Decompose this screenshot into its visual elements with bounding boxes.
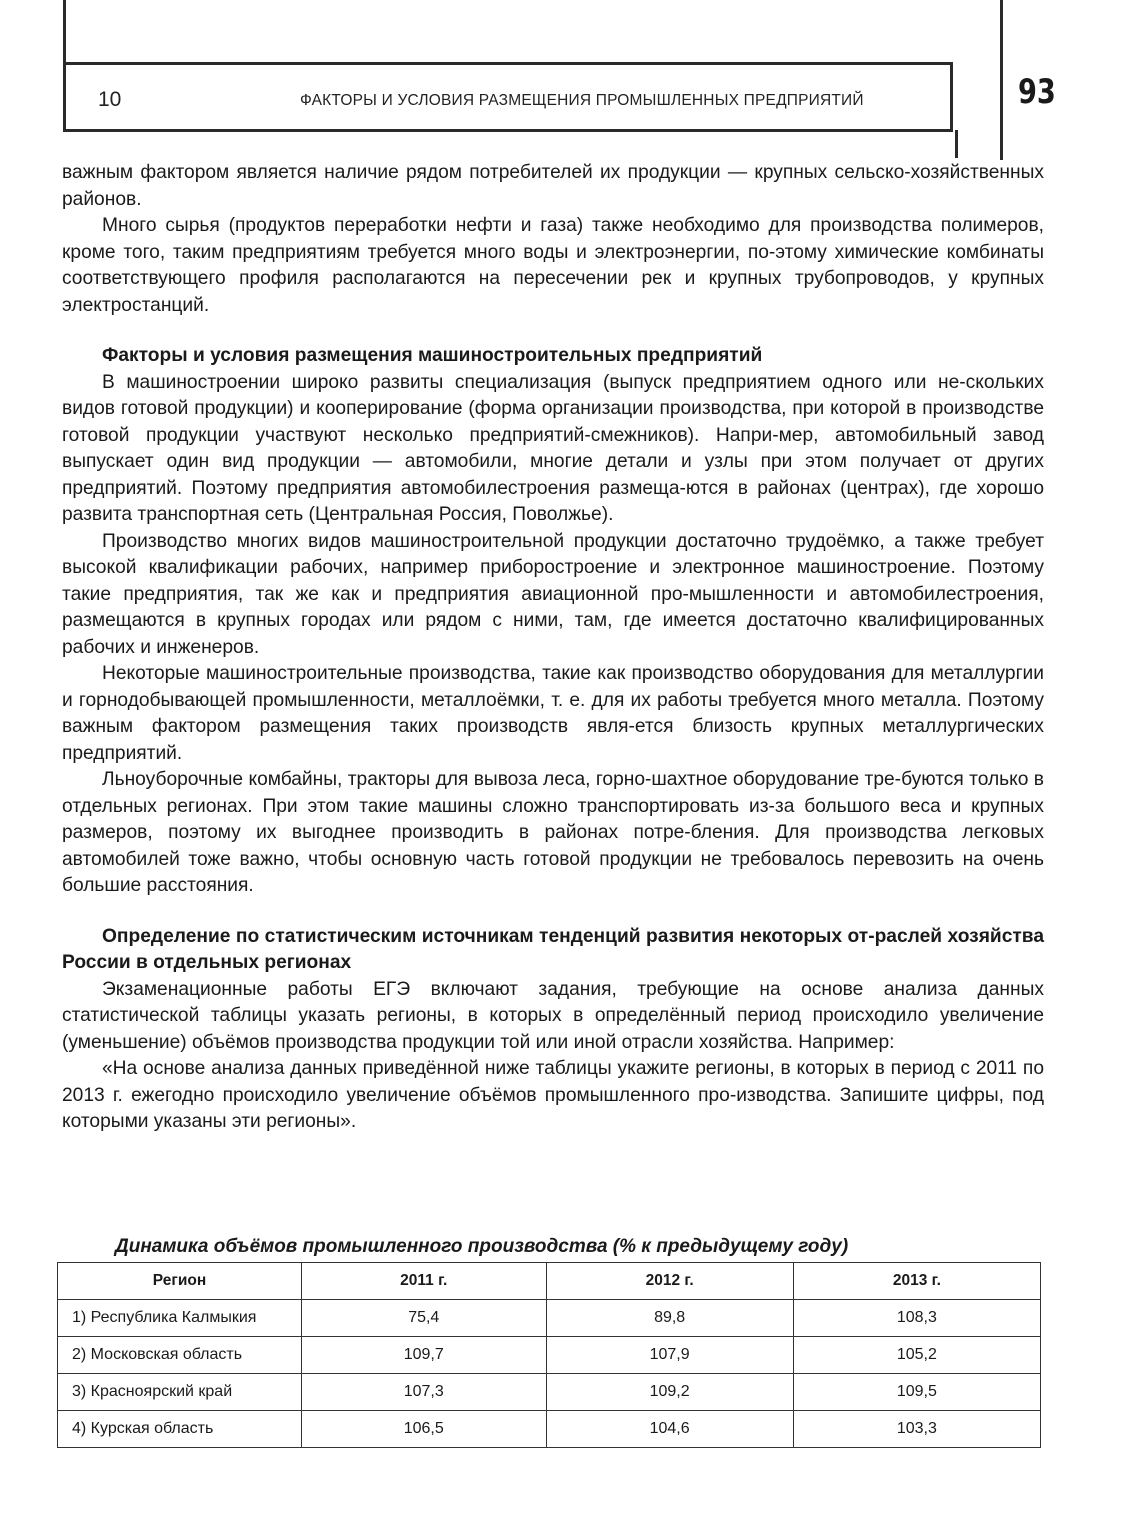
frame-line-left bbox=[63, 0, 66, 62]
column-header-2011: 2011 г. bbox=[302, 1263, 547, 1300]
value-cell: 106,5 bbox=[302, 1411, 547, 1448]
frame-line-right-short bbox=[955, 130, 958, 158]
value-cell: 109,7 bbox=[302, 1337, 547, 1374]
region-cell: 4) Курская область bbox=[58, 1411, 302, 1448]
paragraph: Много сырья (продуктов переработки нефти и газа) также необходимо для производства полимеров, кроме того, таким предприятиям требуется много воды и электроэнергии, по-этому химические комбинаты соответствующего профиля располагаются на пересечении рек и крупных трубопроводов, у крупных электростанций. bbox=[62, 215, 1044, 316]
section-heading: Определение по статистическим источникам тенденций развития некоторых от-раслей хозяйства России в отдельных регионах bbox=[62, 925, 1044, 973]
table-header-row bbox=[58, 1263, 1041, 1300]
column-header-2012: 2012 г. bbox=[546, 1263, 793, 1300]
running-header-title: ФАКТОРЫ И УСЛОВИЯ РАЗМЕЩЕНИЯ ПРОМЫШЛЕННЫХ ПРЕДПРИЯТИЙ bbox=[300, 92, 864, 109]
region-cell: 1) Республика Калмыкия bbox=[58, 1300, 302, 1337]
value-cell: 104,6 bbox=[546, 1411, 793, 1448]
paragraph: Производство многих видов машиностроительной продукции достаточно трудоёмко, а также требует высокой квалификации рабочих, например приборостроение и электронное машиностроение. Поэтому такие предприятия, так же как и предприятия авиационной про-мышленности и автомобилестроения, размещаются в крупных городах или рядом с ними, там, где имеется достаточно квалифицированных рабочих и инженеров. bbox=[62, 530, 1044, 658]
book-page-number: 93 bbox=[1018, 72, 1056, 112]
paragraph: Экзаменационные работы ЕГЭ включают задания, требующие на основе анализа данных статистической таблицы указать регионы, в которых в определённый период происходило увеличение (уменьшение) объёмов производства продукции той или иной отрасли хозяйства. Например: bbox=[62, 978, 1044, 1053]
table-caption: Динамика объёмов промышленного производства (% к предыдущему году) bbox=[115, 1236, 849, 1257]
running-header-page-number: 10 bbox=[98, 88, 122, 111]
value-cell: 107,9 bbox=[546, 1337, 793, 1374]
paragraph: Льноуборочные комбайны, тракторы для вывоза леса, горно-шахтное оборудование тре-буются только в отдельных регионах. При этом такие машины сложно транспортировать из-за большого веса и крупных размеров, поэтому их выгоднее производить в районах потре-бления. Для производства легковых автомобилей тоже важно, чтобы основную часть готовой продукции не требовалось перевозить на очень большие расстояния. bbox=[62, 769, 1044, 896]
column-header-region: Регион bbox=[58, 1263, 302, 1300]
page-content bbox=[62, 160, 1044, 1136]
paragraph: Некоторые машиностроительные производства, такие как производство оборудования для металлургии и горнодобывающей промышленности, металлоёмки, т. е. для их работы требуется много металла. Поэтому важным фактором размещения таких производств явля-ется близость крупных металлургических предприятий. bbox=[62, 663, 1044, 764]
table-row bbox=[58, 1337, 1041, 1374]
value-cell: 105,2 bbox=[793, 1337, 1040, 1374]
value-cell: 75,4 bbox=[302, 1300, 547, 1337]
value-cell: 109,5 bbox=[793, 1374, 1040, 1411]
region-cell: 3) Красноярский край bbox=[58, 1374, 302, 1411]
value-cell: 107,3 bbox=[302, 1374, 547, 1411]
table-row bbox=[58, 1300, 1041, 1337]
value-cell: 103,3 bbox=[793, 1411, 1040, 1448]
paragraph: В машиностроении широко развиты специализация (выпуск предприятием одного или не-скольких видов готовой продукции) и кооперирование (форма организации производства, при которой в производстве готовой продукции участвуют несколько предприятий-смежников). Напри-мер, автомобильный завод выпускает один вид продукции — автомобили, многие детали и узлы при этом получает от других предприятий. Поэтому предприятия автомобилестроения размеща-ются в районах (центрах), где хорошо развита транспортная сеть (Центральная Россия, Поволжье). bbox=[62, 371, 1044, 525]
section-heading: Факторы и условия размещения машиностроительных предприятий bbox=[102, 345, 763, 366]
statistics-table bbox=[57, 1262, 1041, 1448]
frame-line-right bbox=[1000, 0, 1003, 160]
value-cell: 109,2 bbox=[546, 1374, 793, 1411]
paragraph: «На основе анализа данных приведённой ниже таблицы укажите регионы, в которых в период с 2011 по 2013 г. ежегодно происходило увеличение объёмов промышленного про-изводства. Запишите цифры, под которыми указаны эти регионы». bbox=[62, 1058, 1044, 1132]
column-header-2013: 2013 г. bbox=[793, 1263, 1040, 1300]
region-cell: 2) Московская область bbox=[58, 1337, 302, 1374]
table-row bbox=[58, 1374, 1041, 1411]
value-cell: 89,8 bbox=[546, 1300, 793, 1337]
paragraph: важным фактором является наличие рядом потребителей их продукции — крупных сельско-хозяйственных районов. bbox=[62, 162, 1044, 210]
value-cell: 108,3 bbox=[793, 1300, 1040, 1337]
table-row bbox=[58, 1411, 1041, 1448]
